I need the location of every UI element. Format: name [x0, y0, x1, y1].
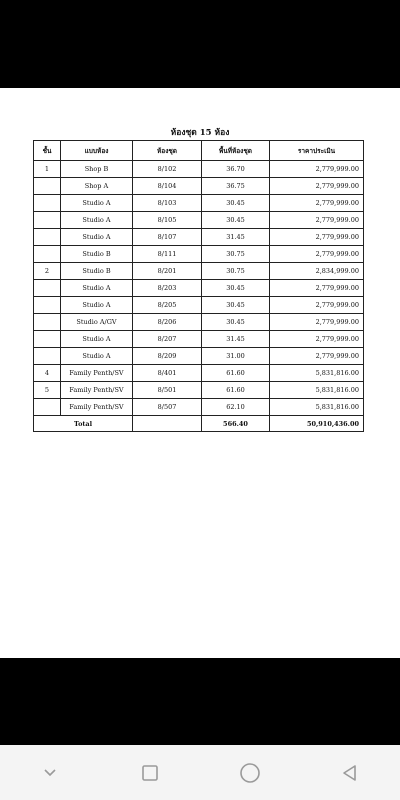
price-cell: 2,779,999.00: [270, 314, 364, 331]
room-type-cell: Shop A: [61, 178, 133, 195]
floor-cell: [34, 178, 61, 195]
room-type-cell: Family Penth/SV: [61, 382, 133, 399]
price-cell: 2,779,999.00: [270, 161, 364, 178]
floor-cell: 5: [34, 382, 61, 399]
room-type-cell: Studio A: [61, 297, 133, 314]
table-row: [34, 297, 364, 314]
area-cell: 31.45: [202, 229, 270, 246]
column-header-room-type: แบบห้อง: [61, 141, 133, 161]
room-type-cell: Studio A: [61, 212, 133, 229]
unit-cell: 8/107: [133, 229, 202, 246]
back-button[interactable]: [330, 753, 370, 793]
table-row: [34, 212, 364, 229]
floor-cell: 4: [34, 365, 61, 382]
price-cell: 2,779,999.00: [270, 195, 364, 212]
collapse-button[interactable]: [30, 753, 70, 793]
room-type-cell: Studio A: [61, 195, 133, 212]
unit-cell: 8/104: [133, 178, 202, 195]
price-cell: 2,779,999.00: [270, 246, 364, 263]
table-row: [34, 263, 364, 280]
total-unit-cell: [133, 416, 202, 432]
unit-cell: 8/111: [133, 246, 202, 263]
table-row: [34, 229, 364, 246]
floor-cell: [34, 246, 61, 263]
document-title: ห้องชุด 15 ห้อง: [170, 128, 230, 138]
area-cell: 30.75: [202, 263, 270, 280]
area-cell: 62.10: [202, 399, 270, 416]
chevron-down-icon: [42, 765, 58, 781]
price-cell: 2,834,999.00: [270, 263, 364, 280]
floor-cell: [34, 297, 61, 314]
table-row: [34, 314, 364, 331]
table-row: [34, 161, 364, 178]
floor-cell: [34, 331, 61, 348]
unit-cell: 8/201: [133, 263, 202, 280]
room-type-cell: Family Penth/SV: [61, 399, 133, 416]
unit-cell: 8/401: [133, 365, 202, 382]
room-type-cell: Studio A: [61, 331, 133, 348]
room-type-cell: Studio B: [61, 246, 133, 263]
area-cell: 31.00: [202, 348, 270, 365]
price-cell: 2,779,999.00: [270, 331, 364, 348]
room-type-cell: Studio A: [61, 229, 133, 246]
table-row: [34, 195, 364, 212]
unit-cell: 8/102: [133, 161, 202, 178]
column-header-price: ราคาประเมิน: [270, 141, 364, 161]
floor-cell: [34, 212, 61, 229]
area-cell: 61.60: [202, 365, 270, 382]
price-cell: 2,779,999.00: [270, 212, 364, 229]
back-icon: [341, 764, 359, 782]
column-header-unit: ห้องชุด: [133, 141, 202, 161]
area-cell: 36.70: [202, 161, 270, 178]
price-cell: 2,779,999.00: [270, 229, 364, 246]
unit-cell: 8/207: [133, 331, 202, 348]
bottom-black-area: [0, 658, 400, 745]
area-cell: 30.45: [202, 314, 270, 331]
home-icon: [239, 762, 261, 784]
floor-cell: [34, 348, 61, 365]
price-cell: 5,831,816.00: [270, 399, 364, 416]
total-label: Total: [34, 416, 133, 432]
area-cell: 36.75: [202, 178, 270, 195]
table-body: [34, 161, 364, 416]
home-button[interactable]: [230, 753, 270, 793]
room-type-cell: Shop B: [61, 161, 133, 178]
room-type-cell: Studio A: [61, 348, 133, 365]
table-row: [34, 348, 364, 365]
top-black-area: [0, 0, 400, 88]
unit-cell: 8/103: [133, 195, 202, 212]
floor-cell: [34, 399, 61, 416]
unit-cell: 8/206: [133, 314, 202, 331]
column-header-floor: ชั้น: [34, 141, 61, 161]
table-row: [34, 178, 364, 195]
area-cell: 30.45: [202, 280, 270, 297]
area-cell: 30.45: [202, 195, 270, 212]
unit-cell: 8/209: [133, 348, 202, 365]
floor-cell: [34, 314, 61, 331]
floor-cell: [34, 229, 61, 246]
room-type-cell: Studio A/GV: [61, 314, 133, 331]
total-area: 566.40: [202, 416, 270, 432]
table-row: [34, 280, 364, 297]
recent-apps-icon: [141, 764, 159, 782]
document-page: [0, 88, 400, 658]
price-cell: 2,779,999.00: [270, 297, 364, 314]
table-row: [34, 331, 364, 348]
price-cell: 2,779,999.00: [270, 348, 364, 365]
unit-cell: 8/507: [133, 399, 202, 416]
area-cell: 31.45: [202, 331, 270, 348]
system-navigation-bar: [0, 745, 400, 800]
room-type-cell: Studio B: [61, 263, 133, 280]
unit-cell: 8/203: [133, 280, 202, 297]
recent-apps-button[interactable]: [130, 753, 170, 793]
price-cell: 5,831,816.00: [270, 382, 364, 399]
table-row: [34, 382, 364, 399]
room-type-cell: Studio A: [61, 280, 133, 297]
floor-cell: 2: [34, 263, 61, 280]
area-cell: 30.45: [202, 212, 270, 229]
floor-cell: [34, 280, 61, 297]
price-cell: 2,779,999.00: [270, 178, 364, 195]
area-cell: 61.60: [202, 382, 270, 399]
area-cell: 30.75: [202, 246, 270, 263]
column-header-area: พื้นที่ห้องชุด: [202, 141, 270, 161]
unit-cell: 8/105: [133, 212, 202, 229]
unit-cell: 8/205: [133, 297, 202, 314]
table-header-row: [34, 141, 364, 161]
room-type-cell: Family Penth/SV: [61, 365, 133, 382]
floor-cell: [34, 195, 61, 212]
unit-cell: 8/501: [133, 382, 202, 399]
area-cell: 30.45: [202, 297, 270, 314]
price-cell: 2,779,999.00: [270, 280, 364, 297]
room-price-table: [33, 140, 364, 432]
table-row: [34, 399, 364, 416]
table-row: [34, 365, 364, 382]
price-cell: 5,831,816.00: [270, 365, 364, 382]
total-price: 50,910,436.00: [270, 416, 364, 432]
floor-cell: 1: [34, 161, 61, 178]
table-row: [34, 246, 364, 263]
total-row: [34, 416, 364, 432]
